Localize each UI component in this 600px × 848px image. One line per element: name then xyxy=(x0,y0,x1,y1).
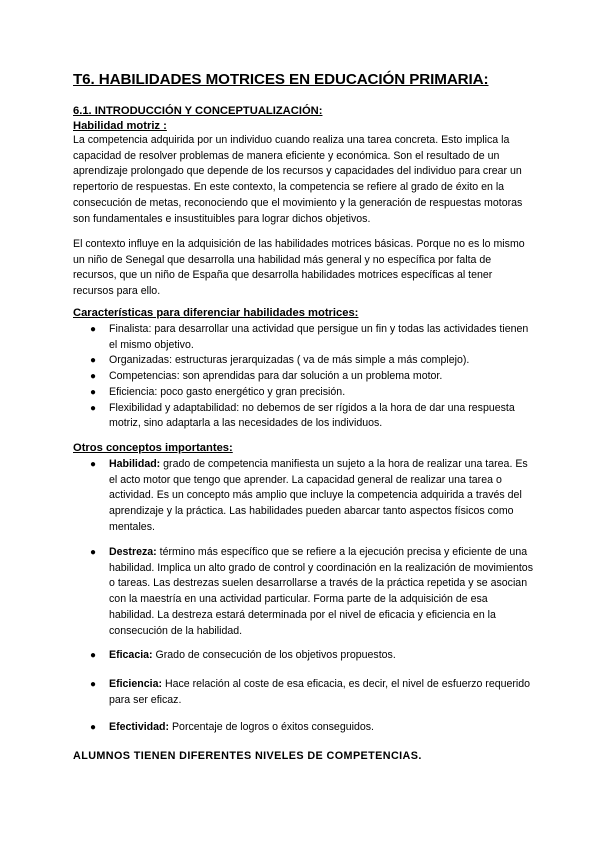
subsection-title: Habilidad motriz : xyxy=(73,120,167,132)
concept-term: Eficacia: xyxy=(109,649,153,661)
concepts-title: Otros conceptos importantes: xyxy=(73,442,233,454)
characteristics-title: Características para diferenciar habilidades motrices: xyxy=(73,307,359,319)
closing-statement: ALUMNOS TIENEN DIFERENTES NIVELES DE COMPETENCIAS. xyxy=(73,750,422,762)
bullet-icon: ● xyxy=(90,355,97,367)
list-item-text: Competencias: son aprendidas para dar solución a un problema motor. xyxy=(109,370,443,383)
bullet-icon: ● xyxy=(90,459,97,470)
bullet-icon: ● xyxy=(90,324,97,335)
concept-efectividad xyxy=(73,720,533,736)
list-item xyxy=(73,369,533,385)
bullet-icon: ● xyxy=(90,371,97,383)
concept-eficacia xyxy=(73,648,533,664)
characteristics-list xyxy=(73,322,533,432)
paragraph-definition: La competencia adquirida por un individuo cuando realiza una tarea concreta. Esto implica la capacidad de resolver problemas de manera eficiente y económica. Son el resultado de un aprendizaje prolongado que depende de los recursos y capacidades del individuo para crear un repertorio de respuestas. En este contexto, la competencia se refiere al grado de éxito en la consecución de metas, reconociendo que el movimiento y la generación de respuestas motoras son fundamentales e insustituibles para lograr dichos objetivos. xyxy=(73,134,523,225)
concept-text: Grado de consecución de los objetivos propuestos. xyxy=(152,649,396,661)
document-title: T6. HABILIDADES MOTRICES EN EDUCACIÓN PRIMARIA: xyxy=(73,71,489,88)
list-item xyxy=(73,401,533,432)
list-item xyxy=(73,322,533,353)
concept-eficiencia xyxy=(73,677,533,708)
bullet-icon: ● xyxy=(90,386,97,398)
concept-text: grado de competencia manifiesta un sujeto a la hora de realizar una tarea. Es el acto motor que tengo que aprender. La capacidad general de realizar una tarea o actividad. Es un concepto más amplio que incluye la competencia adquirida a través del aprendizaje y la práctica. Las habilidades pueden abarcar tanto aspectos físicos como mentales. xyxy=(109,458,528,533)
bullet-icon: ● xyxy=(90,722,97,733)
concept-text: Porcentaje de logros o éxitos conseguidos. xyxy=(169,721,374,733)
concept-text: Hace relación al coste de esa eficacia, es decir, el nivel de esfuerzo requerido para ser eficaz. xyxy=(109,678,531,706)
concept-habilidad xyxy=(73,457,533,536)
list-item xyxy=(73,353,533,369)
paragraph-context: El contexto influye en la adquisición de las habilidades motrices básicas. Porque no es lo mismo un niño de Senegal que desarrolla una habilidad más general y no específica por falta de recursos, que un niño de España que desarrolla habilidades motrices específicas al tener recursos para ello. xyxy=(73,238,525,298)
section-title: 6.1. INTRODUCCIÓN Y CONCEPTUALIZACIÓN: xyxy=(73,105,323,117)
list-item-text: Finalista: para desarrollar una actividad que persigue un fin y todas las actividades tienen el mismo objetivo. xyxy=(109,323,529,351)
bullet-icon: ● xyxy=(90,650,97,661)
bullet-icon: ● xyxy=(90,679,97,690)
concept-destreza xyxy=(73,545,533,639)
bullet-icon: ● xyxy=(90,402,97,414)
list-item xyxy=(73,385,533,401)
concept-text: término más específico que se refiere a la ejecución precisa y eficiente de una habilidad. Implica un alto grado de control y coordinación en la realización de movimientos o tareas. Las destrezas suelen desarrollarse a través de la práctica repetida y se asocian con la maestría en una actividad particular. Forma parte de la adquisición de esa habilidad. La destreza estará determinada por el nivel de eficacia y eficiencia en la consecución de la habilidad. xyxy=(109,546,533,637)
concept-term: Destreza: xyxy=(109,546,157,558)
concept-term: Efectividad: xyxy=(109,721,170,733)
concept-term: Eficiencia: xyxy=(109,678,162,690)
list-item-text: Eficiencia: poco gasto energético y gran precisión. xyxy=(109,385,346,398)
concept-term: Habilidad: xyxy=(109,458,161,470)
list-item-text: Organizadas: estructuras jerarquizadas ( va de más simple a más complejo). xyxy=(109,354,470,367)
list-item-text: Flexibilidad y adaptabilidad: no debemos de ser rígidos a la hora de dar una respuesta motriz, sino adaptarla a las necesidades de los individuos. xyxy=(109,401,515,430)
bullet-icon: ● xyxy=(90,547,97,558)
